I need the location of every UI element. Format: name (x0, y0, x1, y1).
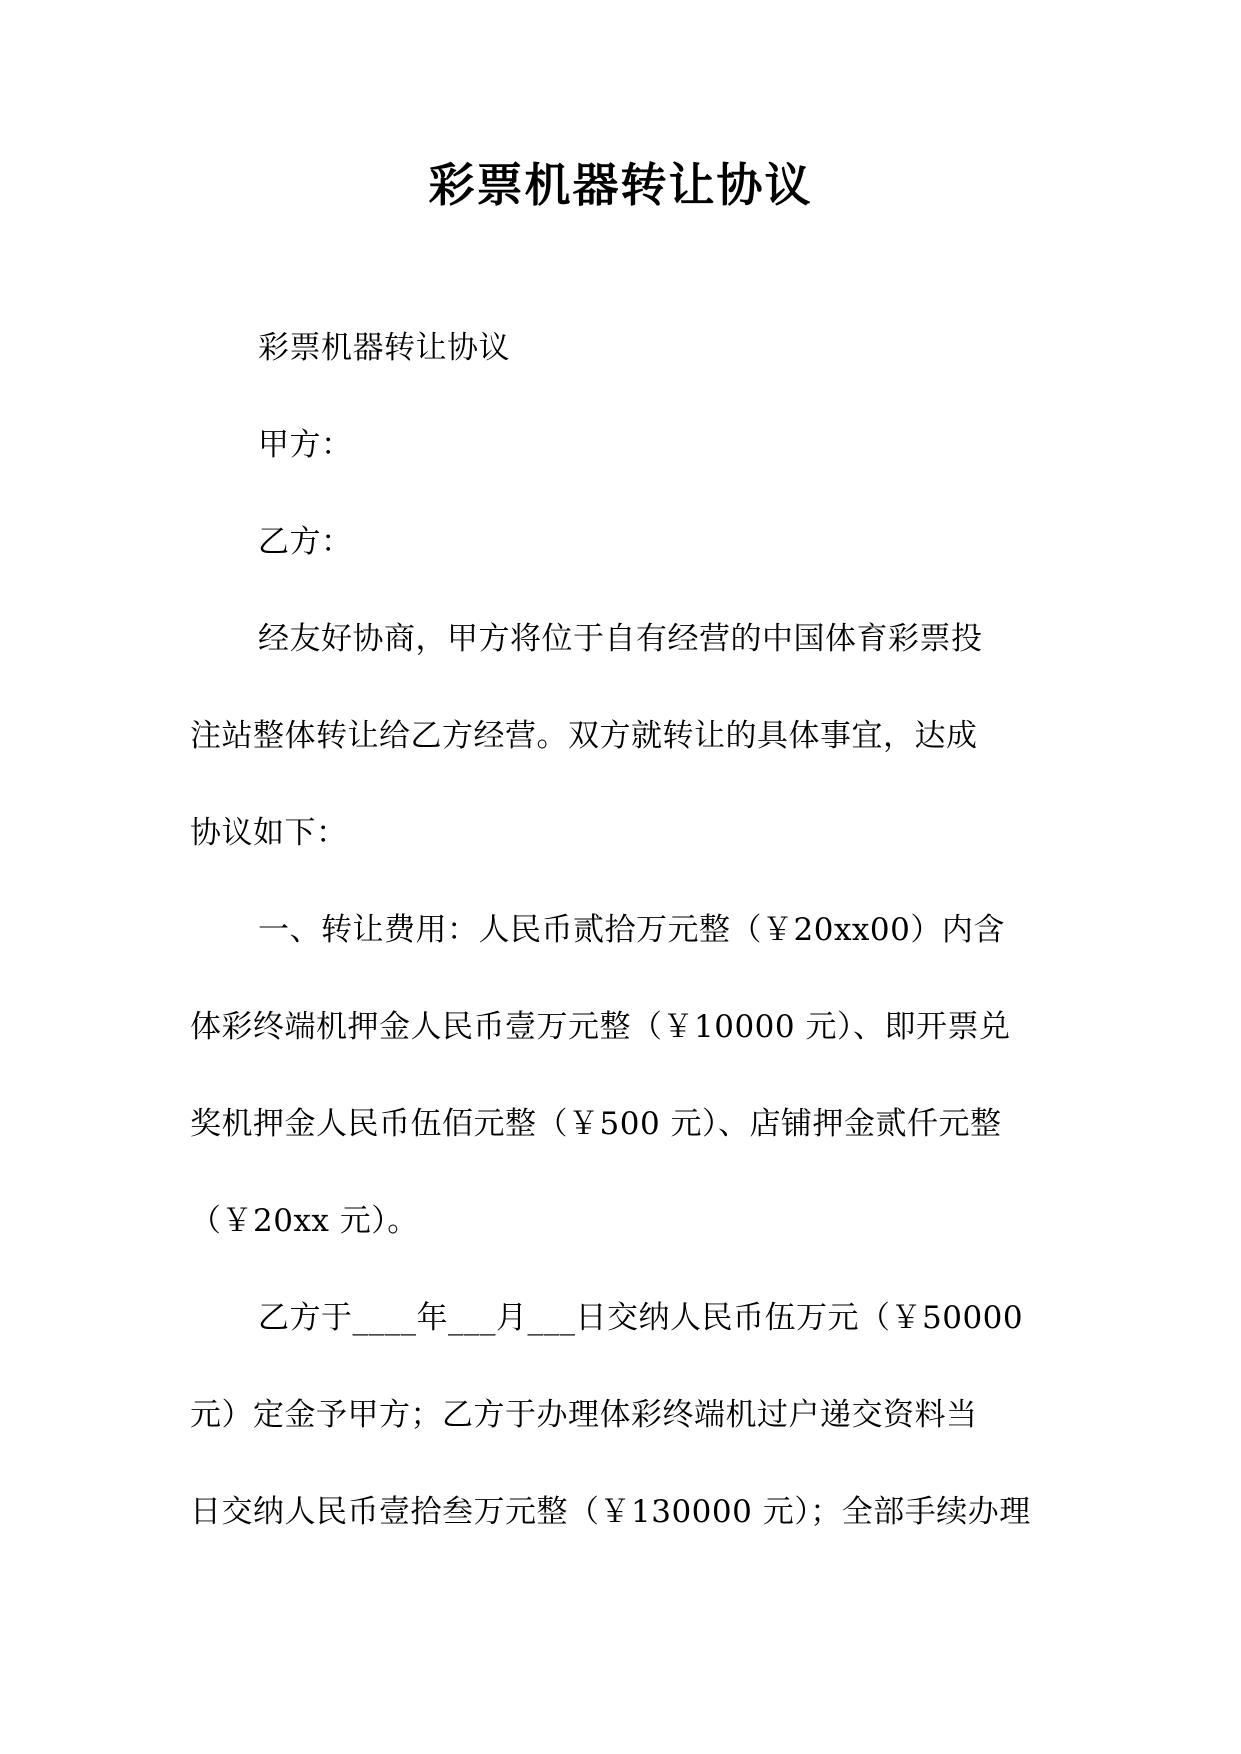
document-title: 彩票机器转让协议 (428, 158, 813, 212)
text-line: （￥20xx 元）。 (190, 1203, 419, 1239)
text-line-party-b: 乙方： (258, 524, 353, 560)
text-line: 奖机押金人民币伍佰元整（￥500 元）、店铺押金贰仟元整 (190, 1106, 1002, 1142)
text-line: 体彩终端机押金人民币壹万元整（￥10000 元）、即开票兑 (190, 1009, 1011, 1045)
text-line-clause-1: 一、转让费用：人民币贰拾万元整（￥20xx00）内含 (258, 912, 1005, 948)
text-line: 协议如下： (190, 815, 348, 851)
text-line: 注站整体转让给乙方经营。双方就转让的具体事宜，达成 (190, 718, 978, 754)
text-line-party-a: 甲方： (258, 427, 353, 463)
text-line-subtitle: 彩票机器转让协议 (258, 330, 510, 366)
text-line: 乙方于____年___月___日交纳人民币伍万元（￥50000 (258, 1300, 1024, 1336)
text-line: 日交纳人民币壹拾叁万元整（￥130000 元）；全部手续办理 (190, 1494, 1031, 1530)
text-line: 经友好协商，甲方将位于自有经营的中国体育彩票投 (258, 621, 983, 657)
text-line: 元）定金予甲方；乙方于办理体彩终端机过户递交资料当 (190, 1397, 978, 1433)
document-body (190, 300, 1052, 1561)
